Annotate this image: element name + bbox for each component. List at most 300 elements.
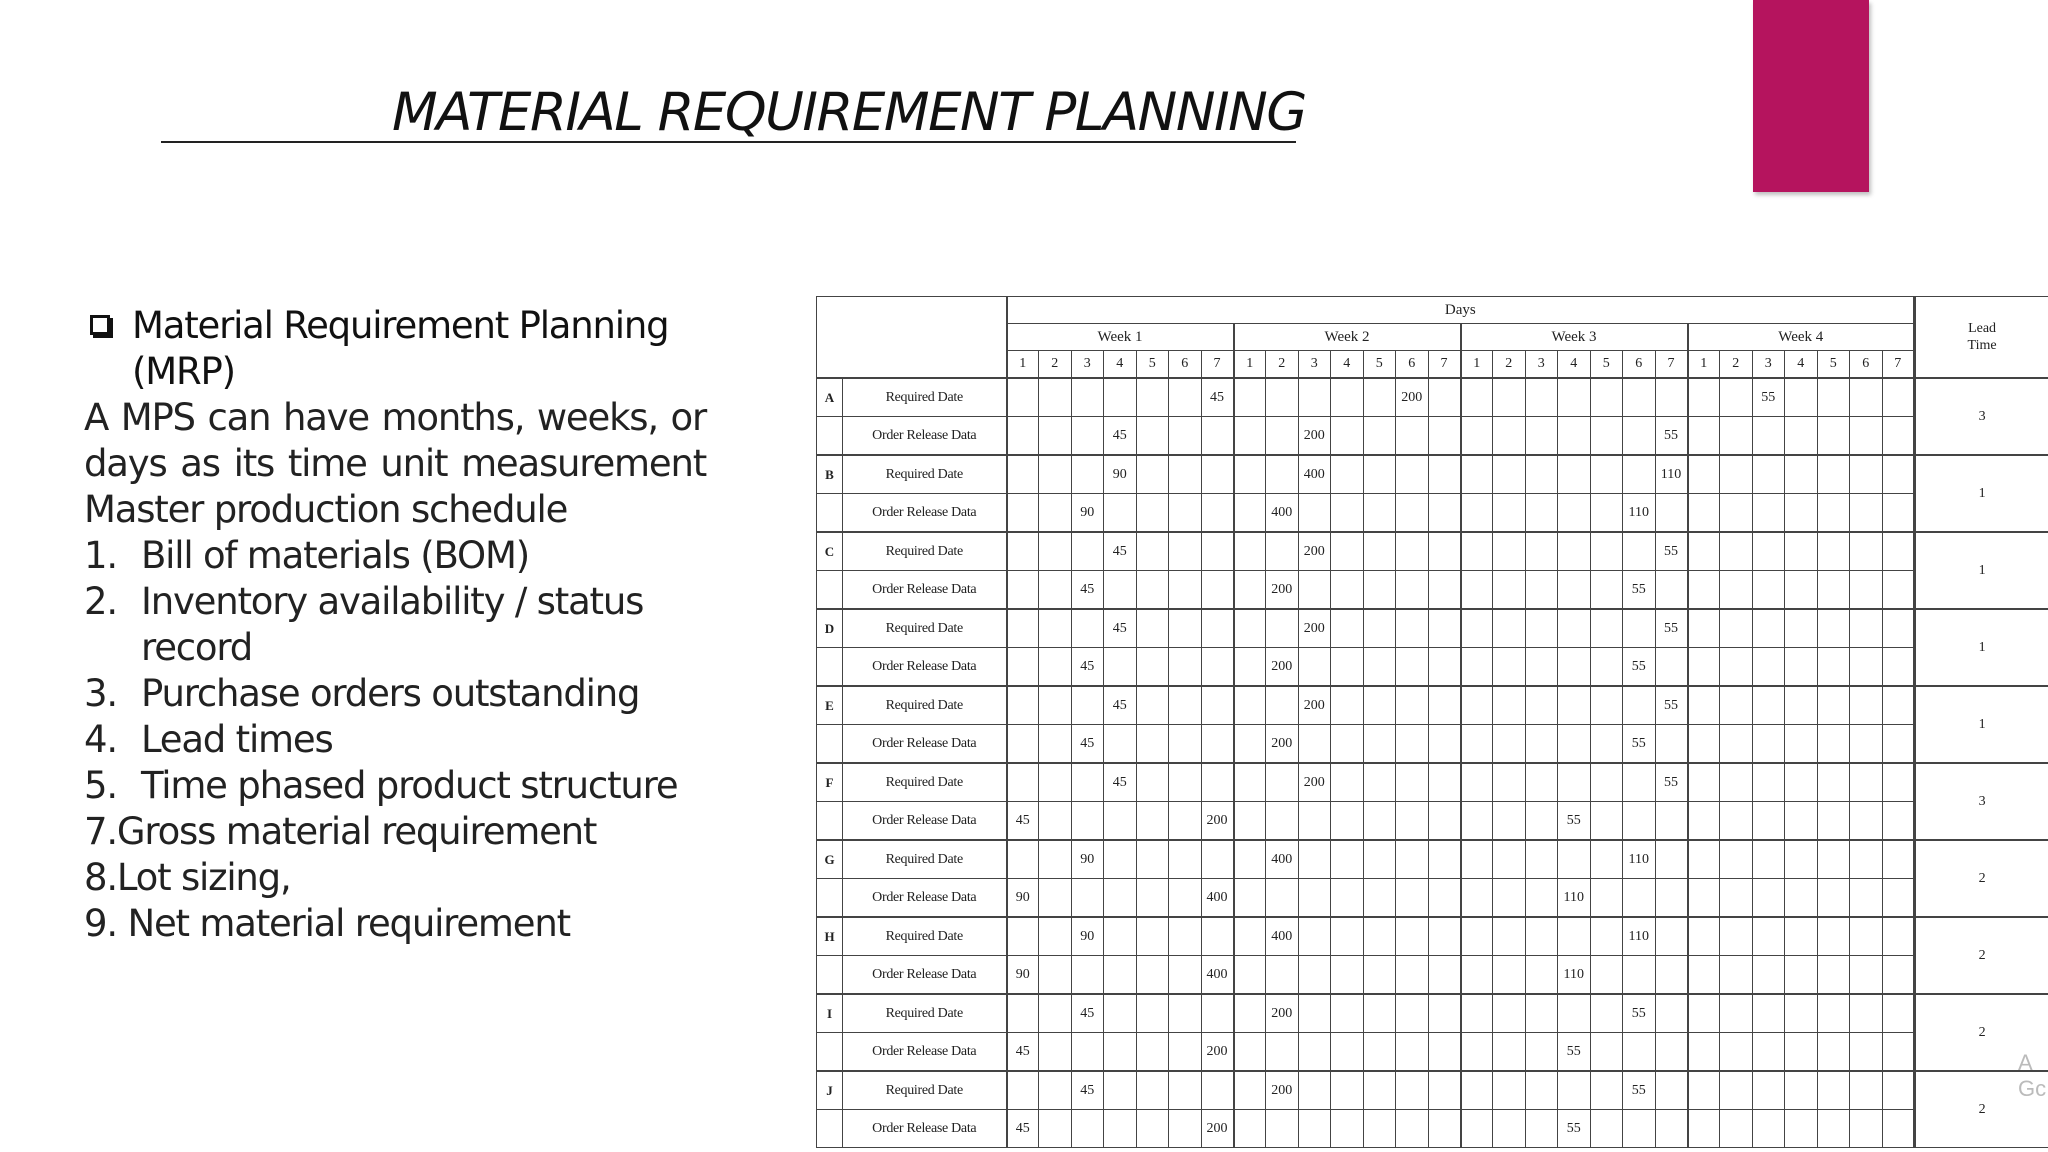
order-release-row — [817, 1033, 2048, 1072]
watermark — [2018, 1050, 2046, 1102]
quantity-cell — [1331, 1071, 1364, 1110]
quantity-cell — [1461, 879, 1493, 918]
quantity-cell — [1817, 417, 1850, 456]
quantity-cell — [1298, 725, 1331, 764]
quantity-cell: 45 — [1104, 763, 1137, 802]
quantity-cell — [1234, 994, 1266, 1033]
quantity-cell — [1655, 1071, 1688, 1110]
quantity-cell — [1266, 879, 1299, 918]
quantity-cell — [1882, 1110, 1915, 1148]
day-number: 6 — [1850, 351, 1883, 379]
quantity-cell — [1493, 455, 1526, 494]
quantity-cell — [1039, 378, 1072, 417]
quantity-cell — [1817, 1071, 1850, 1110]
quantity-cell — [1590, 840, 1623, 879]
quantity-cell — [1039, 1071, 1072, 1110]
quantity-cell — [1136, 879, 1169, 918]
quantity-cell: 110 — [1558, 879, 1591, 918]
day-number: 1 — [1461, 351, 1493, 379]
row-label: Required Date — [843, 609, 1007, 648]
quantity-cell — [1752, 956, 1785, 995]
quantity-cell — [1331, 802, 1364, 841]
quantity-cell — [1071, 956, 1104, 995]
day-number: 3 — [1752, 351, 1785, 379]
quantity-cell — [1461, 494, 1493, 533]
day-number: 5 — [1817, 351, 1850, 379]
quantity-cell — [1525, 725, 1558, 764]
quantity-cell — [1331, 917, 1364, 956]
quantity-cell: 45 — [1104, 532, 1137, 571]
quantity-cell — [1623, 378, 1656, 417]
quantity-cell — [1850, 994, 1883, 1033]
list-number: 1. — [84, 534, 117, 577]
quantity-cell — [1298, 648, 1331, 687]
quantity-cell — [1850, 917, 1883, 956]
day-number: 7 — [1655, 351, 1688, 379]
quantity-cell: 45 — [1201, 378, 1234, 417]
quantity-cell — [1071, 1033, 1104, 1072]
quantity-cell: 90 — [1007, 879, 1039, 918]
quantity-cell — [1850, 1071, 1883, 1110]
quantity-cell — [1558, 648, 1591, 687]
quantity-cell — [1525, 609, 1558, 648]
quantity-cell — [1201, 455, 1234, 494]
quantity-cell — [1752, 763, 1785, 802]
quantity-cell — [1850, 571, 1883, 610]
quantity-cell — [1428, 725, 1461, 764]
row-label: Required Date — [843, 994, 1007, 1033]
quantity-cell — [1007, 532, 1039, 571]
quantity-cell — [1428, 378, 1461, 417]
quantity-cell — [1817, 532, 1850, 571]
quantity-cell — [1266, 378, 1299, 417]
quantity-cell — [1558, 994, 1591, 1033]
quantity-cell: 110 — [1623, 917, 1656, 956]
quantity-cell — [1234, 802, 1266, 841]
quantity-cell — [1785, 840, 1818, 879]
quantity-cell — [1428, 1071, 1461, 1110]
quantity-cell — [1493, 879, 1526, 918]
quantity-cell — [1493, 763, 1526, 802]
quantity-cell — [1461, 417, 1493, 456]
quantity-cell — [1136, 917, 1169, 956]
paragraph-line: Master production schedule — [84, 488, 568, 531]
quantity-cell — [1623, 879, 1656, 918]
quantity-cell — [1882, 378, 1915, 417]
quantity-cell — [1720, 648, 1753, 687]
day-number: 5 — [1363, 351, 1396, 379]
quantity-cell — [1071, 532, 1104, 571]
quantity-cell — [1525, 879, 1558, 918]
quantity-cell — [1169, 571, 1202, 610]
quantity-cell — [1558, 840, 1591, 879]
quantity-cell — [1590, 609, 1623, 648]
quantity-cell — [1136, 455, 1169, 494]
quantity-cell — [1525, 417, 1558, 456]
quantity-cell — [1039, 879, 1072, 918]
day-number: 2 — [1039, 351, 1072, 379]
quantity-cell — [1234, 879, 1266, 918]
quantity-cell: 110 — [1623, 840, 1656, 879]
quantity-cell — [1396, 879, 1429, 918]
quantity-cell — [1234, 417, 1266, 456]
quantity-cell — [1363, 994, 1396, 1033]
order-release-row — [817, 1110, 2048, 1148]
quantity-cell — [1169, 417, 1202, 456]
quantity-cell — [1201, 840, 1234, 879]
quantity-cell — [1817, 763, 1850, 802]
quantity-cell: 45 — [1071, 725, 1104, 764]
quantity-cell: 45 — [1104, 609, 1137, 648]
quantity-cell: 45 — [1071, 994, 1104, 1033]
quantity-cell — [1363, 763, 1396, 802]
quantity-cell — [1363, 879, 1396, 918]
order-release-row — [817, 956, 2048, 995]
quantity-cell — [1039, 686, 1072, 725]
quantity-cell — [1493, 725, 1526, 764]
quantity-cell — [1590, 1110, 1623, 1148]
quantity-cell — [1590, 917, 1623, 956]
quantity-cell — [1558, 571, 1591, 610]
quantity-cell — [1461, 802, 1493, 841]
quantity-cell — [1493, 686, 1526, 725]
quantity-cell — [1396, 956, 1429, 995]
quantity-cell: 45 — [1071, 1071, 1104, 1110]
quantity-cell — [1850, 763, 1883, 802]
quantity-cell — [1396, 994, 1429, 1033]
quantity-cell — [1688, 879, 1720, 918]
quantity-cell — [1104, 1071, 1137, 1110]
lead-time-value: 2 — [1915, 1071, 2048, 1148]
quantity-cell — [1850, 725, 1883, 764]
quantity-cell — [1169, 956, 1202, 995]
day-number: 1 — [1007, 351, 1039, 379]
item-label: D — [817, 609, 843, 648]
quantity-cell — [1363, 1110, 1396, 1148]
quantity-cell — [1688, 840, 1720, 879]
quantity-cell — [1331, 686, 1364, 725]
quantity-cell — [1363, 532, 1396, 571]
quantity-cell — [1688, 1071, 1720, 1110]
day-number: 1 — [1688, 351, 1720, 379]
quantity-cell: 400 — [1266, 494, 1299, 533]
item-label: B — [817, 455, 843, 494]
required-date-row — [817, 686, 2048, 725]
quantity-cell — [1882, 1071, 1915, 1110]
quantity-cell — [1266, 532, 1299, 571]
quantity-cell — [1785, 571, 1818, 610]
quantity-cell — [1298, 1110, 1331, 1148]
quantity-cell — [1623, 532, 1656, 571]
quantity-cell — [1169, 725, 1202, 764]
quantity-cell — [1331, 648, 1364, 687]
quantity-cell — [1039, 1110, 1072, 1148]
quantity-cell — [1590, 956, 1623, 995]
quantity-cell — [1234, 956, 1266, 995]
item-label-empty — [817, 879, 843, 918]
quantity-cell — [1623, 1110, 1656, 1148]
quantity-cell — [1169, 763, 1202, 802]
quantity-cell — [1234, 455, 1266, 494]
quantity-cell — [1234, 1033, 1266, 1072]
quantity-cell: 200 — [1266, 648, 1299, 687]
row-label: Required Date — [843, 917, 1007, 956]
quantity-cell — [1428, 917, 1461, 956]
quantity-cell — [1655, 725, 1688, 764]
quantity-cell — [1169, 1033, 1202, 1072]
quantity-cell — [1298, 840, 1331, 879]
quantity-cell — [1590, 763, 1623, 802]
extra-line: 8.Lot sizing, — [84, 856, 291, 899]
quantity-cell — [1363, 609, 1396, 648]
quantity-cell — [1396, 802, 1429, 841]
quantity-cell — [1720, 1033, 1753, 1072]
quantity-cell — [1039, 494, 1072, 533]
quantity-cell — [1396, 840, 1429, 879]
extra-line: 7.Gross material requirement — [84, 810, 597, 853]
quantity-cell — [1882, 994, 1915, 1033]
day-number: 2 — [1493, 351, 1526, 379]
quantity-cell — [1720, 725, 1753, 764]
quantity-cell — [1331, 725, 1364, 764]
quantity-cell — [1558, 1071, 1591, 1110]
quantity-cell — [1396, 686, 1429, 725]
quantity-cell — [1104, 917, 1137, 956]
days-header: Days — [1007, 297, 1915, 324]
quantity-cell — [1525, 532, 1558, 571]
quantity-cell — [1655, 879, 1688, 918]
quantity-cell — [1590, 1033, 1623, 1072]
quantity-cell — [1461, 840, 1493, 879]
quantity-cell — [1461, 648, 1493, 687]
list-number: 3. — [84, 672, 117, 715]
quantity-cell — [1104, 648, 1137, 687]
quantity-cell — [1882, 686, 1915, 725]
quantity-cell — [1331, 532, 1364, 571]
quantity-cell — [1396, 1110, 1429, 1148]
quantity-cell — [1007, 725, 1039, 764]
quantity-cell — [1039, 455, 1072, 494]
quantity-cell — [1850, 956, 1883, 995]
quantity-cell — [1850, 802, 1883, 841]
quantity-cell: 110 — [1623, 494, 1656, 533]
paragraph-line: days as its time unit measurement — [84, 442, 706, 485]
quantity-cell: 45 — [1071, 571, 1104, 610]
quantity-cell — [1234, 840, 1266, 879]
quantity-cell: 90 — [1071, 917, 1104, 956]
quantity-cell — [1363, 802, 1396, 841]
quantity-cell — [1882, 956, 1915, 995]
quantity-cell — [1655, 917, 1688, 956]
quantity-cell — [1298, 917, 1331, 956]
quantity-cell — [1720, 378, 1753, 417]
quantity-cell — [1234, 917, 1266, 956]
list-text: Purchase orders outstanding — [141, 672, 640, 715]
quantity-cell — [1493, 648, 1526, 687]
quantity-cell — [1850, 455, 1883, 494]
extra-line: 9. Net material requirement — [84, 902, 570, 945]
quantity-cell — [1298, 802, 1331, 841]
quantity-cell — [1136, 725, 1169, 764]
quantity-cell — [1331, 494, 1364, 533]
quantity-cell — [1817, 879, 1850, 918]
quantity-cell — [1785, 378, 1818, 417]
quantity-cell — [1266, 1033, 1299, 1072]
quantity-cell — [1688, 994, 1720, 1033]
list-number: 2. — [84, 580, 117, 623]
row-label: Required Date — [843, 763, 1007, 802]
row-label: Order Release Data — [843, 571, 1007, 610]
quantity-cell: 45 — [1007, 802, 1039, 841]
quantity-cell — [1071, 879, 1104, 918]
quantity-cell — [1169, 840, 1202, 879]
quantity-cell — [1525, 917, 1558, 956]
mrp-table — [816, 296, 2048, 1148]
quantity-cell — [1882, 532, 1915, 571]
quantity-cell — [1071, 609, 1104, 648]
quantity-cell — [1817, 609, 1850, 648]
day-number: 7 — [1201, 351, 1234, 379]
quantity-cell — [1331, 763, 1364, 802]
quantity-cell — [1201, 648, 1234, 687]
quantity-cell — [1071, 763, 1104, 802]
quantity-cell — [1785, 917, 1818, 956]
item-label-empty — [817, 1110, 843, 1148]
quantity-cell — [1007, 763, 1039, 802]
quantity-cell — [1688, 763, 1720, 802]
quantity-cell — [1688, 725, 1720, 764]
quantity-cell — [1039, 763, 1072, 802]
quantity-cell — [1655, 994, 1688, 1033]
quantity-cell — [1136, 417, 1169, 456]
checkbox-bullet-icon — [90, 315, 110, 335]
quantity-cell — [1720, 686, 1753, 725]
quantity-cell — [1396, 648, 1429, 687]
quantity-cell — [1493, 994, 1526, 1033]
quantity-cell — [1590, 455, 1623, 494]
quantity-cell — [1039, 956, 1072, 995]
day-number: 4 — [1331, 351, 1364, 379]
quantity-cell — [1396, 609, 1429, 648]
quantity-cell — [1688, 494, 1720, 533]
quantity-cell — [1493, 1033, 1526, 1072]
quantity-cell — [1558, 763, 1591, 802]
quantity-cell: 90 — [1071, 494, 1104, 533]
quantity-cell — [1396, 917, 1429, 956]
heading-text: Material Requirement Planning — [132, 304, 669, 347]
day-number: 4 — [1558, 351, 1591, 379]
quantity-cell — [1720, 1110, 1753, 1148]
quantity-cell — [1850, 417, 1883, 456]
quantity-cell — [1785, 1110, 1818, 1148]
quantity-cell — [1136, 840, 1169, 879]
quantity-cell — [1850, 494, 1883, 533]
quantity-cell — [1428, 494, 1461, 533]
quantity-cell: 55 — [1623, 725, 1656, 764]
quantity-cell — [1752, 802, 1785, 841]
quantity-cell — [1363, 686, 1396, 725]
quantity-cell — [1136, 956, 1169, 995]
row-label: Required Date — [843, 378, 1007, 417]
quantity-cell: 200 — [1298, 686, 1331, 725]
quantity-cell — [1428, 879, 1461, 918]
quantity-cell — [1461, 994, 1493, 1033]
quantity-cell — [1234, 532, 1266, 571]
quantity-cell — [1266, 956, 1299, 995]
quantity-cell — [1234, 648, 1266, 687]
quantity-cell — [1169, 879, 1202, 918]
quantity-cell — [1169, 1071, 1202, 1110]
quantity-cell: 110 — [1558, 956, 1591, 995]
quantity-cell — [1331, 417, 1364, 456]
quantity-cell — [1428, 609, 1461, 648]
required-date-row — [817, 609, 2048, 648]
quantity-cell — [1461, 1033, 1493, 1072]
quantity-cell — [1298, 494, 1331, 533]
quantity-cell — [1266, 455, 1299, 494]
quantity-cell — [1688, 571, 1720, 610]
quantity-cell — [1007, 378, 1039, 417]
quantity-cell — [1169, 1110, 1202, 1148]
quantity-cell: 55 — [1558, 1033, 1591, 1072]
row-label: Order Release Data — [843, 1033, 1007, 1072]
day-number: 2 — [1266, 351, 1299, 379]
quantity-cell — [1331, 571, 1364, 610]
quantity-cell — [1071, 417, 1104, 456]
item-label: F — [817, 763, 843, 802]
quantity-cell — [1817, 725, 1850, 764]
quantity-cell — [1039, 571, 1072, 610]
quantity-cell — [1461, 725, 1493, 764]
day-number: 3 — [1298, 351, 1331, 379]
quantity-cell: 55 — [1655, 532, 1688, 571]
quantity-cell — [1590, 571, 1623, 610]
quantity-cell — [1136, 802, 1169, 841]
quantity-cell — [1493, 840, 1526, 879]
quantity-cell: 55 — [1623, 994, 1656, 1033]
quantity-cell — [1234, 725, 1266, 764]
item-label: C — [817, 532, 843, 571]
quantity-cell — [1525, 1033, 1558, 1072]
required-date-row — [817, 840, 2048, 879]
quantity-cell — [1817, 571, 1850, 610]
quantity-cell — [1720, 917, 1753, 956]
quantity-cell — [1169, 994, 1202, 1033]
quantity-cell — [1720, 956, 1753, 995]
quantity-cell — [1136, 1110, 1169, 1148]
quantity-cell — [1850, 609, 1883, 648]
quantity-cell — [1039, 417, 1072, 456]
quantity-cell — [1720, 840, 1753, 879]
day-number: 5 — [1590, 351, 1623, 379]
quantity-cell — [1298, 571, 1331, 610]
quantity-cell — [1396, 417, 1429, 456]
quantity-cell — [1850, 648, 1883, 687]
quantity-cell — [1136, 1033, 1169, 1072]
quantity-cell — [1201, 686, 1234, 725]
quantity-cell — [1461, 455, 1493, 494]
list-text: record — [141, 626, 252, 669]
quantity-cell — [1363, 455, 1396, 494]
mrp-table-container — [816, 296, 2048, 1152]
quantity-cell — [1882, 455, 1915, 494]
quantity-cell — [1201, 494, 1234, 533]
quantity-cell: 200 — [1266, 1071, 1299, 1110]
required-date-row — [817, 378, 2048, 417]
quantity-cell — [1396, 725, 1429, 764]
quantity-cell — [1590, 648, 1623, 687]
week-header: Week 4 — [1688, 324, 1915, 351]
